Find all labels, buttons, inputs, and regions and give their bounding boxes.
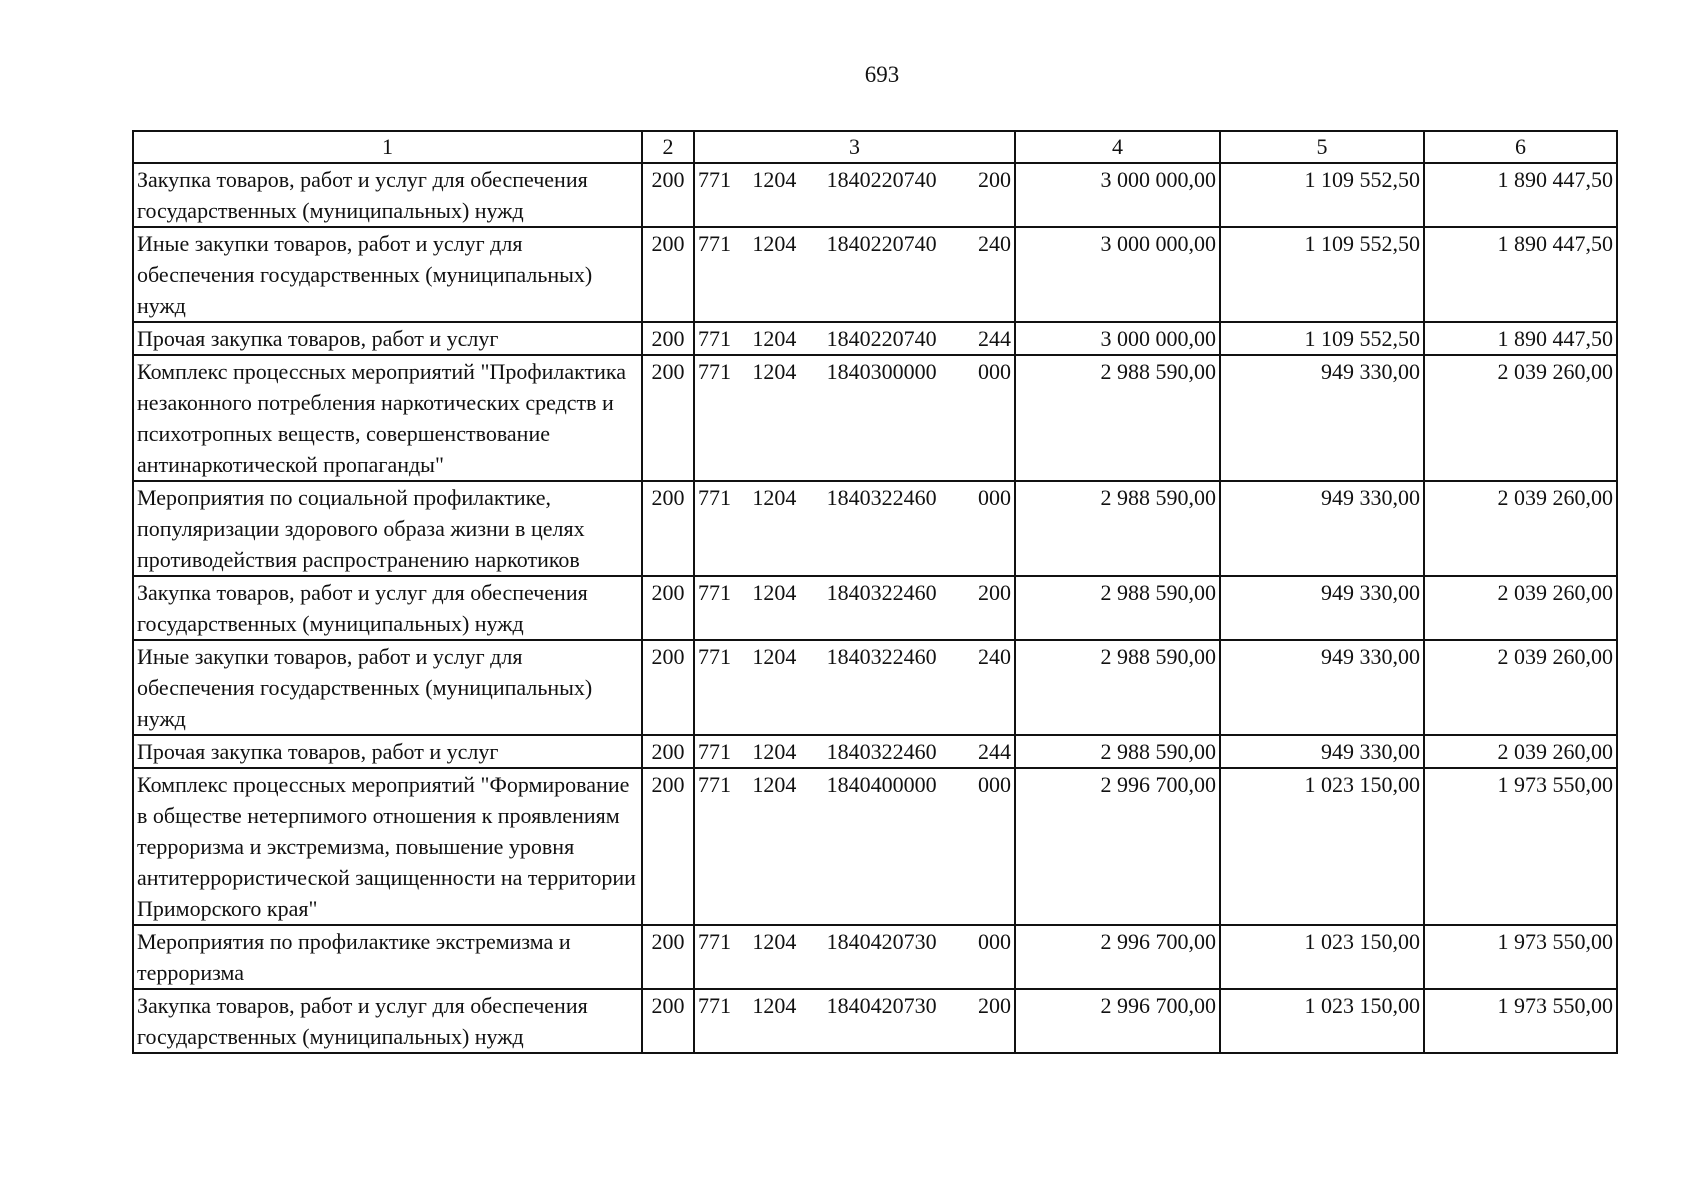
row-amount-5: 949 330,00 xyxy=(1220,481,1424,576)
budget-table xyxy=(132,130,1618,1054)
row-amount-4: 3 000 000,00 xyxy=(1015,227,1220,322)
row-name: Комплекс процессных мероприятий "Профилактика незаконного потребления наркотических средств и психотропных веществ, совершенствование антинаркотической пропаганды" xyxy=(133,355,642,481)
code-type: 000 xyxy=(977,772,1011,797)
row-amount-5: 949 330,00 xyxy=(1220,576,1424,640)
row-amount-4: 2 988 590,00 xyxy=(1015,355,1220,481)
row-budget-code xyxy=(694,768,1015,925)
table-row xyxy=(133,227,1617,322)
row-line-code: 200 xyxy=(642,163,694,227)
code-gr: 771 xyxy=(698,739,731,764)
row-amount-5: 949 330,00 xyxy=(1220,640,1424,735)
header-row xyxy=(133,131,1617,163)
code-gr: 771 xyxy=(698,772,731,797)
code-type: 200 xyxy=(977,993,1011,1018)
row-amount-6: 2 039 260,00 xyxy=(1424,355,1617,481)
table-row xyxy=(133,925,1617,989)
row-name: Мероприятия по профилактике экстремизма и терроризма xyxy=(133,925,642,989)
code-target: 1840322460 xyxy=(826,644,937,669)
row-amount-6: 2 039 260,00 xyxy=(1424,735,1617,768)
code-gr: 771 xyxy=(698,929,731,954)
code-target: 1840300000 xyxy=(826,359,937,384)
page-number: 693 xyxy=(864,62,900,87)
row-line-code: 200 xyxy=(642,925,694,989)
table-row xyxy=(133,735,1617,768)
row-name: Прочая закупка товаров, работ и услуг xyxy=(133,735,642,768)
code-section: 1204 xyxy=(752,231,797,256)
row-amount-4: 3 000 000,00 xyxy=(1015,163,1220,227)
row-amount-5: 1 023 150,00 xyxy=(1220,989,1424,1053)
code-target: 1840322460 xyxy=(826,485,937,510)
col-header-1: 1 xyxy=(133,131,642,163)
code-gr: 771 xyxy=(698,485,731,510)
code-section: 1204 xyxy=(752,359,797,384)
row-amount-4: 2 988 590,00 xyxy=(1015,735,1220,768)
code-target: 1840400000 xyxy=(826,772,937,797)
table-row xyxy=(133,481,1617,576)
row-amount-5: 1 109 552,50 xyxy=(1220,227,1424,322)
row-name: Иные закупки товаров, работ и услуг для обеспечения государственных (муниципальных) нужд xyxy=(133,227,642,322)
code-section: 1204 xyxy=(752,644,797,669)
row-name: Закупка товаров, работ и услуг для обеспечения государственных (муниципальных) нужд xyxy=(133,989,642,1053)
code-target: 1840220740 xyxy=(826,326,937,351)
row-amount-6: 1 890 447,50 xyxy=(1424,163,1617,227)
row-line-code: 200 xyxy=(642,481,694,576)
row-budget-code xyxy=(694,735,1015,768)
code-target: 1840420730 xyxy=(826,929,937,954)
code-target: 1840220740 xyxy=(826,231,937,256)
code-type: 244 xyxy=(977,326,1011,351)
row-name: Иные закупки товаров, работ и услуг для обеспечения государственных (муниципальных) нужд xyxy=(133,640,642,735)
row-amount-6: 1 973 550,00 xyxy=(1424,768,1617,925)
row-budget-code xyxy=(694,640,1015,735)
code-gr: 771 xyxy=(698,580,731,605)
table-row xyxy=(133,322,1617,355)
row-line-code: 200 xyxy=(642,227,694,322)
row-amount-4: 3 000 000,00 xyxy=(1015,322,1220,355)
row-amount-6: 2 039 260,00 xyxy=(1424,481,1617,576)
code-target: 1840322460 xyxy=(826,739,937,764)
row-amount-4: 2 988 590,00 xyxy=(1015,576,1220,640)
code-type: 200 xyxy=(977,580,1011,605)
code-target: 1840220740 xyxy=(826,167,937,192)
code-section: 1204 xyxy=(752,580,797,605)
row-amount-5: 1 109 552,50 xyxy=(1220,163,1424,227)
code-section: 1204 xyxy=(752,929,797,954)
row-amount-5: 949 330,00 xyxy=(1220,355,1424,481)
code-section: 1204 xyxy=(752,485,797,510)
row-name: Закупка товаров, работ и услуг для обеспечения государственных (муниципальных) нужд xyxy=(133,163,642,227)
code-gr: 771 xyxy=(698,231,731,256)
col-header-3: 3 xyxy=(694,131,1015,163)
table-row xyxy=(133,989,1617,1053)
table-row xyxy=(133,355,1617,481)
row-budget-code xyxy=(694,481,1015,576)
row-amount-4: 2 988 590,00 xyxy=(1015,481,1220,576)
code-gr: 771 xyxy=(698,644,731,669)
row-budget-code xyxy=(694,227,1015,322)
row-amount-6: 2 039 260,00 xyxy=(1424,576,1617,640)
code-section: 1204 xyxy=(752,326,797,351)
row-budget-code xyxy=(694,925,1015,989)
row-amount-4: 2 996 700,00 xyxy=(1015,768,1220,925)
code-section: 1204 xyxy=(752,739,797,764)
col-header-6: 6 xyxy=(1424,131,1617,163)
row-budget-code xyxy=(694,576,1015,640)
table-row xyxy=(133,768,1617,925)
code-gr: 771 xyxy=(698,167,731,192)
row-name: Прочая закупка товаров, работ и услуг xyxy=(133,322,642,355)
row-budget-code xyxy=(694,989,1015,1053)
code-section: 1204 xyxy=(752,167,797,192)
table-row xyxy=(133,576,1617,640)
row-line-code: 200 xyxy=(642,989,694,1053)
code-type: 000 xyxy=(977,929,1011,954)
row-amount-4: 2 996 700,00 xyxy=(1015,925,1220,989)
row-line-code: 200 xyxy=(642,768,694,925)
row-line-code: 200 xyxy=(642,355,694,481)
code-section: 1204 xyxy=(752,993,797,1018)
code-target: 1840420730 xyxy=(826,993,937,1018)
row-budget-code xyxy=(694,322,1015,355)
code-type: 200 xyxy=(977,167,1011,192)
row-budget-code xyxy=(694,355,1015,481)
code-gr: 771 xyxy=(698,993,731,1018)
col-header-2: 2 xyxy=(642,131,694,163)
code-type: 244 xyxy=(977,739,1011,764)
row-name: Закупка товаров, работ и услуг для обеспечения государственных (муниципальных) нужд xyxy=(133,576,642,640)
row-amount-5: 1 109 552,50 xyxy=(1220,322,1424,355)
row-line-code: 200 xyxy=(642,322,694,355)
row-line-code: 200 xyxy=(642,640,694,735)
row-amount-6: 2 039 260,00 xyxy=(1424,640,1617,735)
row-amount-4: 2 996 700,00 xyxy=(1015,989,1220,1053)
code-type: 000 xyxy=(977,485,1011,510)
row-budget-code xyxy=(694,163,1015,227)
row-amount-5: 1 023 150,00 xyxy=(1220,925,1424,989)
row-line-code: 200 xyxy=(642,576,694,640)
code-type: 000 xyxy=(977,359,1011,384)
row-amount-5: 949 330,00 xyxy=(1220,735,1424,768)
code-gr: 771 xyxy=(698,326,731,351)
row-amount-6: 1 890 447,50 xyxy=(1424,227,1617,322)
row-amount-5: 1 023 150,00 xyxy=(1220,768,1424,925)
row-amount-6: 1 890 447,50 xyxy=(1424,322,1617,355)
code-gr: 771 xyxy=(698,359,731,384)
row-line-code: 200 xyxy=(642,735,694,768)
code-target: 1840322460 xyxy=(826,580,937,605)
code-type: 240 xyxy=(977,231,1011,256)
col-header-4: 4 xyxy=(1015,131,1220,163)
row-amount-4: 2 988 590,00 xyxy=(1015,640,1220,735)
col-header-5: 5 xyxy=(1220,131,1424,163)
row-name: Мероприятия по социальной профилактике, популяризации здорового образа жизни в целях противодействия распространению наркотиков xyxy=(133,481,642,576)
code-type: 240 xyxy=(977,644,1011,669)
row-amount-6: 1 973 550,00 xyxy=(1424,925,1617,989)
code-section: 1204 xyxy=(752,772,797,797)
table-row xyxy=(133,640,1617,735)
row-amount-6: 1 973 550,00 xyxy=(1424,989,1617,1053)
row-name: Комплекс процессных мероприятий "Формирование в обществе нетерпимого отношения к проявлениям терроризма и экстремизма, повышение уровня антитеррористической защищенности на территории Приморского края" xyxy=(133,768,642,925)
table-row xyxy=(133,163,1617,227)
